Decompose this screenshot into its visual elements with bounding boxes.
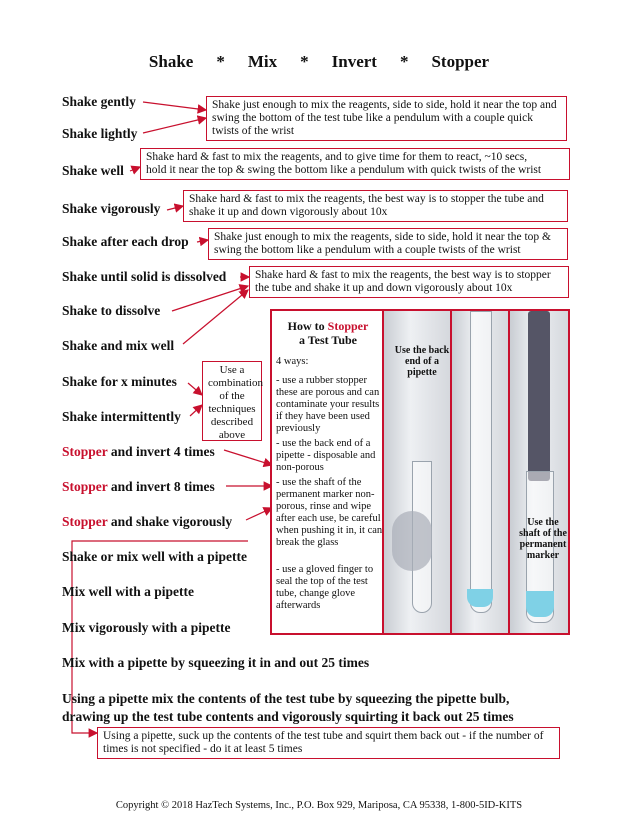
how-to-title xyxy=(274,319,382,347)
pipette-tube-image xyxy=(470,311,492,613)
definition-box-until-dissolved: Shake hard & fast to mix the reagents, the best way is to stopper the tube and shake it up and down vigorously about 10x xyxy=(249,266,569,298)
copyright-footer: Copyright © 2018 HazTech Systems, Inc., P.O. Box 929, Mariposa, CA 95338, 1-800-5ID-KITS xyxy=(115,800,523,811)
photo-marker-stopper xyxy=(508,311,568,633)
term-shake-vigorously: Shake vigorously xyxy=(62,201,161,216)
term-stopper-shake xyxy=(62,514,232,530)
term-shake-well: Shake well xyxy=(62,163,124,178)
way-marker: - use the shaft of the permanent marker non-porous, rinse and wipe after each use, be careful when pushing it in, it can break the glass xyxy=(276,477,383,548)
liquid-image xyxy=(526,591,554,617)
term-mix-well-pipette: Mix well with a pipette xyxy=(62,584,194,599)
how-to-stopper-panel xyxy=(270,309,570,635)
howto-post: a Test Tube xyxy=(298,333,358,347)
title-mix: Mix xyxy=(247,52,278,71)
term-using-pipette-line1: Using a pipette mix the contents of the test tube by squeezing the pipette bulb, xyxy=(62,691,510,706)
definition-line: hold it near the top & swing the bottom like a pendulum with quick twists of the wrist xyxy=(146,164,542,176)
stopper-word: Stopper xyxy=(62,444,108,459)
title-invert: Invert xyxy=(331,52,377,71)
term-shake-intermittently: Shake intermittently xyxy=(62,409,181,424)
title-sep: * xyxy=(216,52,225,71)
title-stopper: Stopper xyxy=(431,52,490,71)
howto-pre: How to xyxy=(287,319,328,333)
glove-image xyxy=(392,511,432,571)
term-shake-until-dissolved: Shake until solid is dissolved xyxy=(62,269,227,284)
definition-box-vigorously: Shake hard & fast to mix the reagents, the best way is to stopper the tube and shake it up and down vigorously about 10x xyxy=(183,190,568,222)
definition-box-after-drop: Shake just enough to mix the reagents, side to side, hold it near the top & swing the bottom like a pendulum with a couple twists of the wrist xyxy=(208,228,568,260)
term-rest: and invert 4 times xyxy=(107,444,215,459)
term-shake-lightly: Shake lightly xyxy=(62,126,138,141)
page-title xyxy=(0,52,638,72)
label-use-marker: Use the shaft of the permanent marker xyxy=(519,517,567,561)
way-gloved-finger: - use a gloved finger to seal the top of the test tube, change glove afterwards xyxy=(276,564,374,611)
term-shake-to-dissolve: Shake to dissolve xyxy=(62,303,161,318)
howto-stopper: Stopper xyxy=(327,319,369,333)
way-rubber-stopper: - use a rubber stopper these are porous and can contaminate your results if they have been used previously xyxy=(276,375,380,434)
marker-image xyxy=(528,311,550,481)
term-mix-vigorously-pipette: Mix vigorously with a pipette xyxy=(62,620,231,635)
term-shake-or-mix-pipette: Shake or mix well with a pipette xyxy=(62,549,247,564)
term-rest: and invert 8 times xyxy=(107,479,215,494)
term-shake-for-x-minutes: Shake for x minutes xyxy=(62,374,177,389)
term-shake-after-each-drop: Shake after each drop xyxy=(62,234,189,249)
term-stopper-invert-4 xyxy=(62,444,215,460)
term-rest: and shake vigorously xyxy=(107,514,233,529)
title-shake: Shake xyxy=(148,52,194,71)
pipette-definition-box: Using a pipette, suck up the contents of the test tube and squirt them back out - if the number of times is not specified - do it at least 5 times xyxy=(97,727,560,759)
liquid-image xyxy=(467,589,493,607)
way-pipette: - use the back end of a pipette - disposable and non-porous xyxy=(276,438,376,473)
title-sep: * xyxy=(300,52,309,71)
definition-box-well xyxy=(140,148,570,180)
term-shake-and-mix-well: Shake and mix well xyxy=(62,338,175,353)
ways-heading: 4 ways: xyxy=(276,356,309,367)
photo-pipette-stopper xyxy=(450,311,508,633)
term-mix-pipette-25: Mix with a pipette by squeezing it in and out 25 times xyxy=(62,655,370,670)
stopper-word: Stopper xyxy=(62,479,108,494)
term-shake-gently: Shake gently xyxy=(62,94,136,109)
stopper-word: Stopper xyxy=(62,514,108,529)
combination-box: Use a combination of the techniques described above xyxy=(202,361,262,441)
label-use-pipette: Use the back end of a pipette xyxy=(394,345,450,378)
term-using-pipette-line2: drawing up the test tube contents and vigorously squirting it back out 25 times xyxy=(62,709,514,724)
title-sep: * xyxy=(399,52,409,71)
term-stopper-invert-8 xyxy=(62,479,215,495)
definition-box-gently: Shake just enough to mix the reagents, side to side, hold it near the top and swing the bottom of the test tube like a pendulum with a couple quick twists of the wrist xyxy=(206,96,567,141)
definition-line: Shake hard & fast to mix the reagents, and to give time for them to react, ~10 secs, xyxy=(146,151,528,163)
